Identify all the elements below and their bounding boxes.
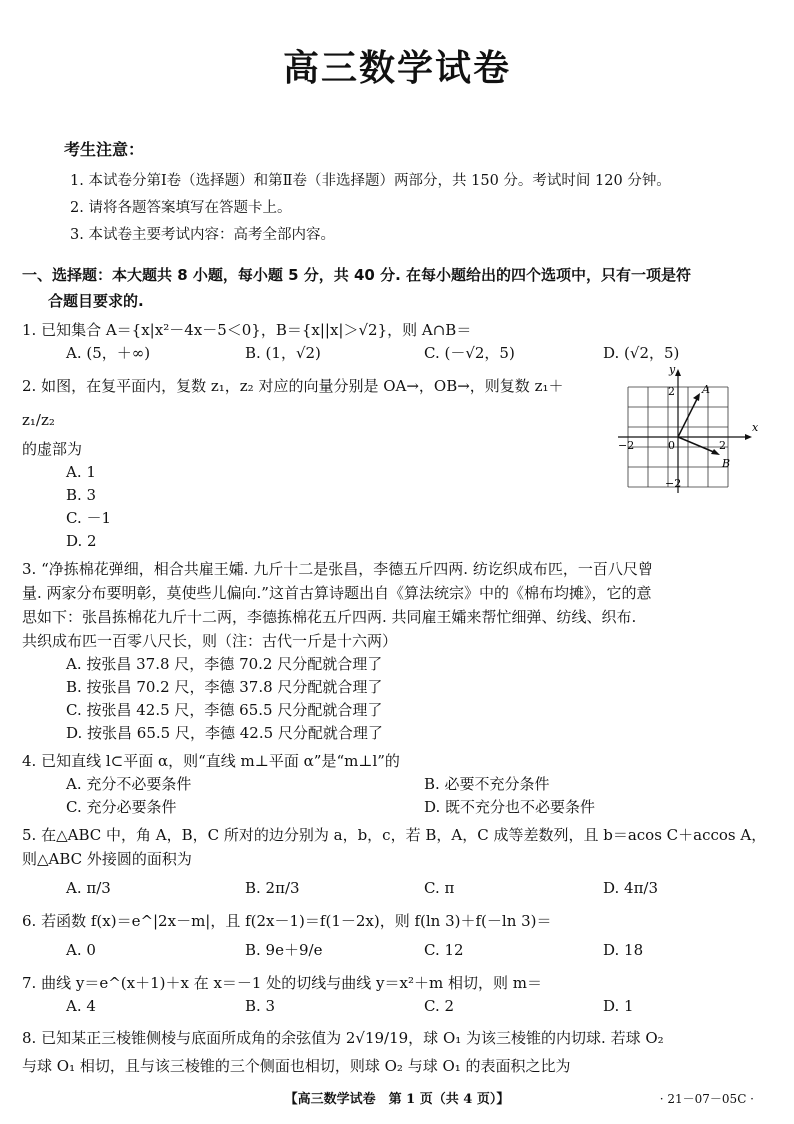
question-2 [22, 363, 782, 553]
option-list [22, 653, 782, 745]
footer-code: · 21－07－05C · [659, 1092, 754, 1106]
option-a: A. (5，＋∞) [66, 344, 151, 362]
question-3 [22, 557, 782, 745]
question-stem: 3. “净拣棉花弹细，相合共雇王孀. 九斤十二是张昌，李德五斤四两. 纺讫织成布匹，一百八尺曾 [22, 560, 653, 578]
question-stem-line: 与球 O₁ 相切，且与该三棱锥的三个侧面也相切，则球 O₂ 与球 O₁ 的表面积之比为 [22, 1057, 571, 1075]
option-a: A. 0 [66, 941, 96, 959]
option-c: C. 12 [424, 941, 464, 959]
notice-item: 1. 本试卷分第Ⅰ卷（选择题）和第Ⅱ卷（非选择题）两部分，共 150 分。考试时间 120 分钟。 [70, 173, 671, 189]
option-d: D. 既不充分也不必要条件 [424, 798, 596, 816]
question-5 [22, 823, 782, 905]
option-d: D. 18 [603, 941, 644, 959]
option-c: C. －1 [66, 509, 112, 527]
point-b-label: B [722, 457, 731, 470]
option-b: B. (1，√2) [245, 344, 321, 362]
option-b: B. 9e＋9/e [245, 941, 323, 959]
question-stem-line: 思如下：张昌拣棉花九斤十二两，李德拣棉花五斤四两. 共同雇王孀来帮忙细弹、纺线、织布. [22, 608, 637, 626]
question-4 [22, 749, 782, 819]
option-d: D. 4π/3 [603, 879, 659, 897]
section-header-line: 合题目要求的. [48, 292, 144, 310]
notice-block [64, 137, 784, 249]
option-d: D. (√2，5) [603, 344, 680, 362]
tick-label-y-pos: 2 [668, 385, 675, 398]
question-stem-line: 的虚部为 [22, 440, 83, 458]
tick-label-x-pos: 2 [719, 439, 726, 452]
option-b: B. 必要不充分条件 [424, 775, 550, 793]
option-d: D. 1 [603, 997, 634, 1015]
option-c: C. 2 [424, 997, 455, 1015]
question-stem: 1. 已知集合 A＝{x|x²－4x－5＜0}，B＝{x||x|＞√2}，则 A∩B＝ [22, 321, 472, 339]
option-list [22, 871, 782, 905]
question-stem: 2. 如图，在复平面内，复数 z₁，z₂ 对应的向量分别是 OA→，OB→，则复数 z₁＋z₁/z₂ [22, 377, 564, 429]
option-b: B. 3 [245, 997, 276, 1015]
question-stem: 6. 若函数 f(x)＝e^|2x－m|，且 f(2x－1)＝f(1－2x)，则 f(ln 3)＋f(－ln 3)＝ [22, 912, 552, 930]
question-stem: 4. 已知直线 l⊂平面 α，则“直线 m⊥平面 α”是“m⊥l”的 [22, 752, 400, 770]
origin-label: 0 [668, 439, 675, 452]
question-stem-line: 量. 两家分布要明彰，莫使些儿偏向.”这首古算诗题出自《算法统宗》中的《棉布均摊》，它的意 [22, 584, 652, 602]
question-7 [22, 971, 782, 1018]
question-8 [22, 1022, 782, 1078]
footer-page-info: 【高三数学试卷 第 1 页（共 4 页）】 [284, 1092, 510, 1107]
question-content [22, 262, 782, 1078]
option-c: C. (－√2，5) [424, 344, 515, 362]
option-list [22, 995, 782, 1018]
notice-item: 2. 请将各题答案填写在答题卡上。 [70, 200, 292, 216]
option-b: B. 2π/3 [245, 879, 300, 897]
question-stem-line: 共织成布匹一百零八尺长，则（注：古代一斤是十六两） [22, 632, 398, 650]
question-1 [22, 318, 782, 365]
axis-x-label: x [752, 421, 759, 434]
option-c: C. 按张昌 42.5 尺，李德 65.5 尺分配就合理了 [66, 701, 383, 719]
section-header-line: 一、选择题：本大题共 8 小题，每小题 5 分，共 40 分. 在每小题给出的四个选项中，只有一项是符 [22, 266, 692, 284]
option-b: B. 按张昌 70.2 尺，李德 37.8 尺分配就合理了 [66, 678, 383, 696]
question-6 [22, 909, 782, 967]
option-c: C. π [424, 879, 455, 897]
question-stem: 5. 在△ABC 中，角 A，B，C 所对的边分别为 a，b，c，若 B，A，C 成等差数列，且 b＝acos C＋accos A， [22, 826, 767, 844]
option-c: C. 充分必要条件 [66, 798, 177, 816]
option-a: A. 按张昌 37.8 尺，李德 70.2 尺分配就合理了 [66, 655, 383, 673]
tick-label-x-neg: −2 [618, 439, 635, 452]
section-header [22, 262, 782, 314]
question-stem: 8. 已知某正三棱锥侧棱与底面所成角的余弦值为 2√19/19，球 O₁ 为该三棱锥的内切球. 若球 O₂ [22, 1029, 664, 1047]
option-a: A. 4 [66, 997, 96, 1015]
option-d: D. 按张昌 65.5 尺，李德 42.5 尺分配就合理了 [66, 724, 383, 742]
complex-plane-figure [610, 361, 760, 501]
question-stem: 7. 曲线 y＝e^(x＋1)＋x 在 x＝－1 处的切线与曲线 y＝x²＋m 相切，则 m＝ [22, 974, 542, 992]
notice-item: 3. 本试卷主要考试内容：高考全部内容。 [70, 227, 335, 243]
option-list [22, 933, 782, 967]
point-a-label: A [702, 383, 710, 396]
notice-heading: 考生注意： [64, 140, 145, 159]
question-stem-line: 则△ABC 外接圆的面积为 [22, 850, 192, 868]
page-title: 高三数学试卷 [282, 48, 511, 89]
option-a: A. 充分不必要条件 [66, 775, 192, 793]
axis-y-label: y [669, 363, 676, 376]
option-b: B. 3 [66, 486, 97, 504]
tick-label-y-neg: −2 [665, 477, 682, 490]
option-list [22, 773, 782, 819]
option-a: A. 1 [66, 463, 96, 481]
option-a: A. π/3 [66, 879, 111, 897]
option-d: D. 2 [66, 532, 97, 550]
